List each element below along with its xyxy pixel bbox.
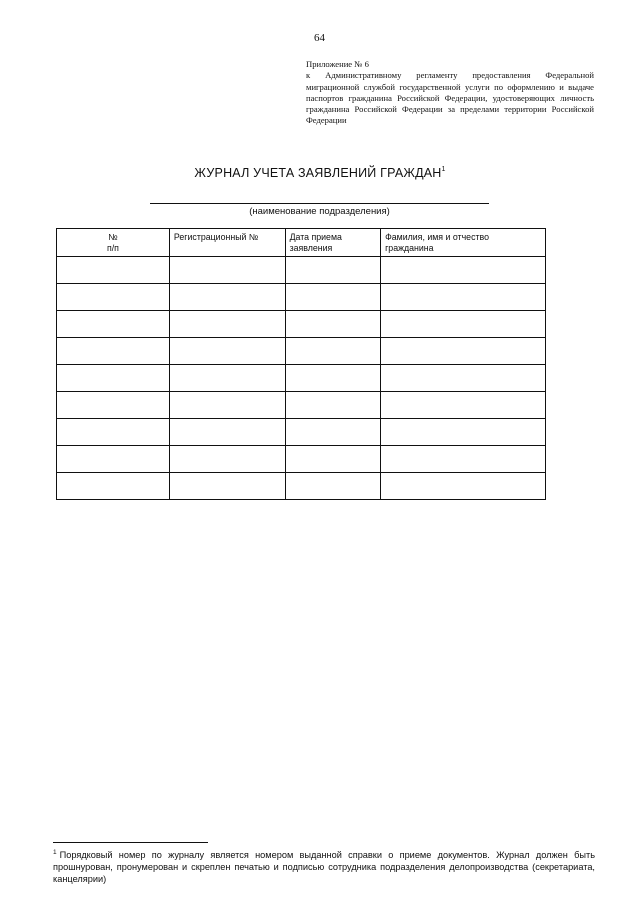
journal-table-body [57, 257, 546, 500]
table-row [57, 392, 546, 419]
table-cell [285, 284, 381, 311]
journal-title-block [0, 166, 640, 180]
header-date [285, 229, 381, 257]
table-cell [57, 392, 170, 419]
table-cell [285, 338, 381, 365]
table-cell [381, 311, 546, 338]
table-cell [57, 284, 170, 311]
header-date-line1: Дата приема [289, 232, 342, 242]
footnote [53, 847, 595, 885]
table-cell [169, 284, 285, 311]
table-cell [169, 257, 285, 284]
header-number-line2: п/п [106, 242, 119, 253]
table-cell [57, 338, 170, 365]
footnote-text: Порядковый номер по журналу является номером выданной справки о приеме документов. Журнал должен быть прошнурован, пронумерован и скреплен печатью и подписью сотрудника подразделения делопроизводства (секретариата, канцелярии) [53, 850, 595, 885]
table-header-row [57, 229, 546, 257]
table-cell [57, 311, 170, 338]
table-cell [57, 473, 170, 500]
table-cell [285, 419, 381, 446]
table-cell [285, 446, 381, 473]
table-cell [57, 257, 170, 284]
header-name [381, 229, 546, 257]
table-row [57, 311, 546, 338]
table-cell [169, 446, 285, 473]
header-number-line1: № [108, 232, 118, 242]
footnote-marker: 1 [53, 849, 57, 856]
table-cell [285, 311, 381, 338]
table-cell [169, 311, 285, 338]
table-cell [285, 365, 381, 392]
header-name-line1: Фамилия, имя и отчество [385, 232, 489, 242]
subdivision-caption: (наименование подразделения) [249, 206, 390, 217]
table-cell [381, 365, 546, 392]
table-cell [381, 392, 546, 419]
table-cell [381, 257, 546, 284]
table-row [57, 365, 546, 392]
appendix-block [306, 59, 594, 127]
header-number [57, 229, 170, 257]
page-number: 64 [314, 32, 325, 44]
header-registration-label: Регистрационный № [173, 232, 259, 242]
header-registration [169, 229, 285, 257]
header-date-line2: заявления [289, 242, 333, 253]
appendix-text: к Административному регламенту предоставления Федеральной миграционной службой государственной услуги по оформлению и выдаче паспортов гражданина Российской Федерации, удостоверяющих личность гражданина Российской Федерации за пределами территории Российской Федерации [306, 70, 594, 126]
table-row [57, 338, 546, 365]
table-cell [381, 338, 546, 365]
table-cell [169, 338, 285, 365]
table-cell [169, 365, 285, 392]
journal-title-footnote-marker: 1 [441, 165, 446, 173]
table-row [57, 257, 546, 284]
table-cell [381, 446, 546, 473]
table-row [57, 473, 546, 500]
table-cell [57, 365, 170, 392]
table-cell [381, 473, 546, 500]
table-cell [285, 392, 381, 419]
header-name-line2: гражданина [385, 242, 434, 253]
appendix-title: Приложение № 6 [306, 59, 369, 69]
table-row [57, 419, 546, 446]
footnote-rule [53, 842, 208, 843]
table-cell [57, 419, 170, 446]
table-row [57, 284, 546, 311]
table-cell [169, 473, 285, 500]
table-cell [381, 419, 546, 446]
table-cell [169, 419, 285, 446]
table-cell [381, 284, 546, 311]
table-cell [285, 473, 381, 500]
table-cell [169, 392, 285, 419]
journal-table [56, 228, 546, 500]
table-cell [285, 257, 381, 284]
subdivision-name-line [150, 203, 489, 204]
table-row [57, 446, 546, 473]
journal-title: ЖУРНАЛ УЧЕТА ЗАЯВЛЕНИЙ ГРАЖДАН [194, 166, 442, 180]
table-cell [57, 446, 170, 473]
